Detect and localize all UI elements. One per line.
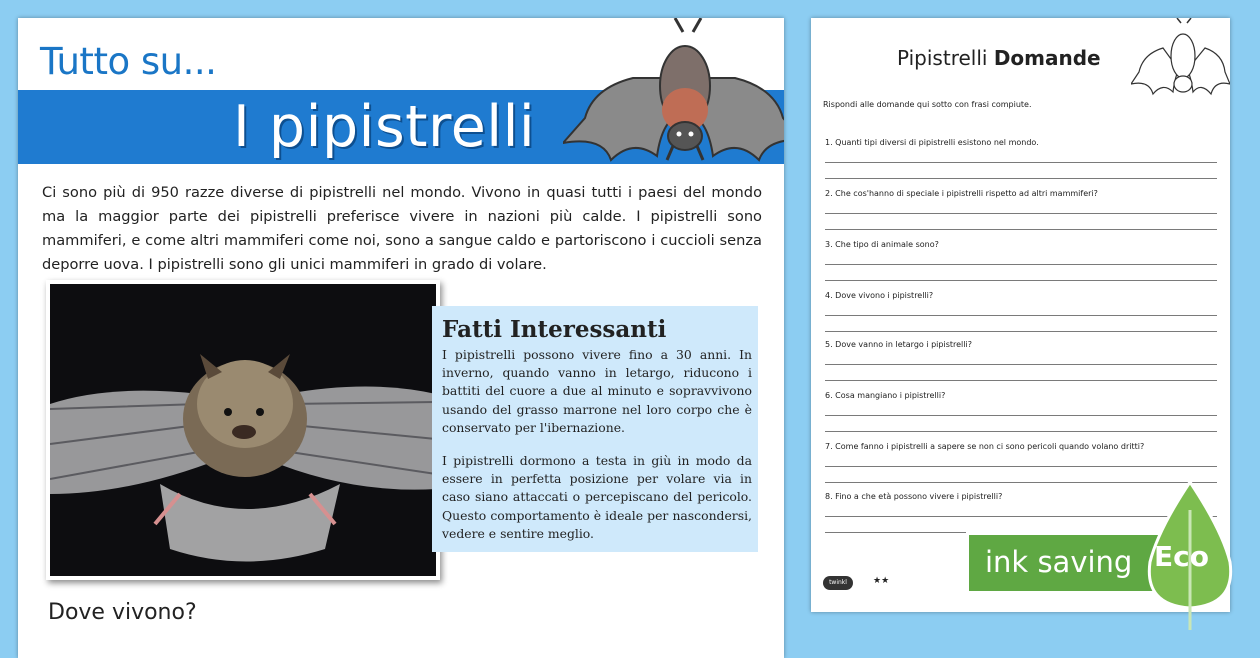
hanging-bat-outline-icon	[1131, 18, 1230, 108]
ink-saving-text: ink saving	[985, 545, 1133, 579]
eco-label: Eco	[1154, 540, 1209, 573]
answer-line[interactable]	[825, 364, 1217, 365]
question-item: 1. Quanti tipi diversi di pipistrelli esistono nel mondo.	[825, 138, 1039, 147]
fact-sheet-page	[18, 18, 784, 658]
answer-line[interactable]	[825, 380, 1217, 381]
questions-instructions: Rispondi alle domande qui sotto con frasi compiute.	[823, 100, 1032, 109]
section-heading: Dove vivono?	[48, 600, 197, 625]
answer-line[interactable]	[825, 331, 1217, 332]
answer-line[interactable]	[825, 178, 1217, 179]
twinkl-logo: twinkl	[823, 576, 853, 590]
answer-line[interactable]	[825, 162, 1217, 163]
question-item: 8. Fino a che età possono vivere i pipistrelli?	[825, 492, 1003, 501]
answer-line[interactable]	[825, 213, 1217, 214]
question-item: 2. Che cos'hanno di speciale i pipistrelli rispetto ad altri mammiferi?	[825, 189, 1098, 198]
question-item: 3. Che tipo di animale sono?	[825, 240, 939, 249]
question-item: 5. Dove vanno in letargo i pipistrelli?	[825, 340, 972, 349]
page-title: I pipistrelli	[233, 94, 536, 160]
answer-line[interactable]	[825, 431, 1217, 432]
page-kicker: Tutto su...	[40, 40, 217, 83]
questions-title-bold: Domande	[993, 46, 1101, 70]
hanging-bat-illustration	[563, 18, 784, 178]
answer-line[interactable]	[825, 229, 1217, 230]
answer-line[interactable]	[825, 315, 1217, 316]
questions-title-light: Pipistrelli	[897, 46, 988, 70]
facts-title: Fatti Interessanti	[442, 316, 667, 343]
interesting-facts-box	[432, 306, 758, 552]
question-item: 7. Come fanno i pipistrelli a sapere se non ci sono pericoli quando volano dritti?	[825, 442, 1145, 451]
answer-line[interactable]	[825, 280, 1217, 281]
footer-stars: ★★	[873, 576, 890, 586]
questions-title	[897, 46, 1101, 70]
facts-paragraph-1: I pipistrelli possono vivere fino a 30 anni. In inverno, quando vanno in letargo, riducono i battiti del cuore a due al minuto e sopravvivono usando del grasso marrone nel loro corpo che è conservato per l'ibernazione.	[442, 347, 752, 435]
bat-photo	[46, 280, 440, 580]
intro-paragraph: Ci sono più di 950 razze diverse di pipistrelli nel mondo. Vivono in quasi tutti i paesi del mondo ma la maggior parte dei pipistrelli preferisce vivere in nazioni più calde. I pipistrelli sono mammiferi, e come altri mammiferi come noi, sono a sangue caldo e partoriscono i cuccioli senza deporre uova. I pipistrelli sono gli unici mammiferi in grado di volare.	[42, 184, 762, 273]
answer-line[interactable]	[825, 264, 1217, 265]
question-item: 6. Cosa mangiano i pipistrelli?	[825, 391, 946, 400]
answer-line[interactable]	[825, 466, 1217, 467]
answer-line[interactable]	[825, 415, 1217, 416]
question-item: 4. Dove vivono i pipistrelli?	[825, 291, 934, 300]
facts-paragraph-2: I pipistrelli dormono a testa in giù in modo da essere in perfetta posizione per volare via in caso siano attaccati o percepiscano del pericolo. Questo comportamento è ideale per nascondersi, vedere e sentire meglio.	[442, 453, 752, 541]
